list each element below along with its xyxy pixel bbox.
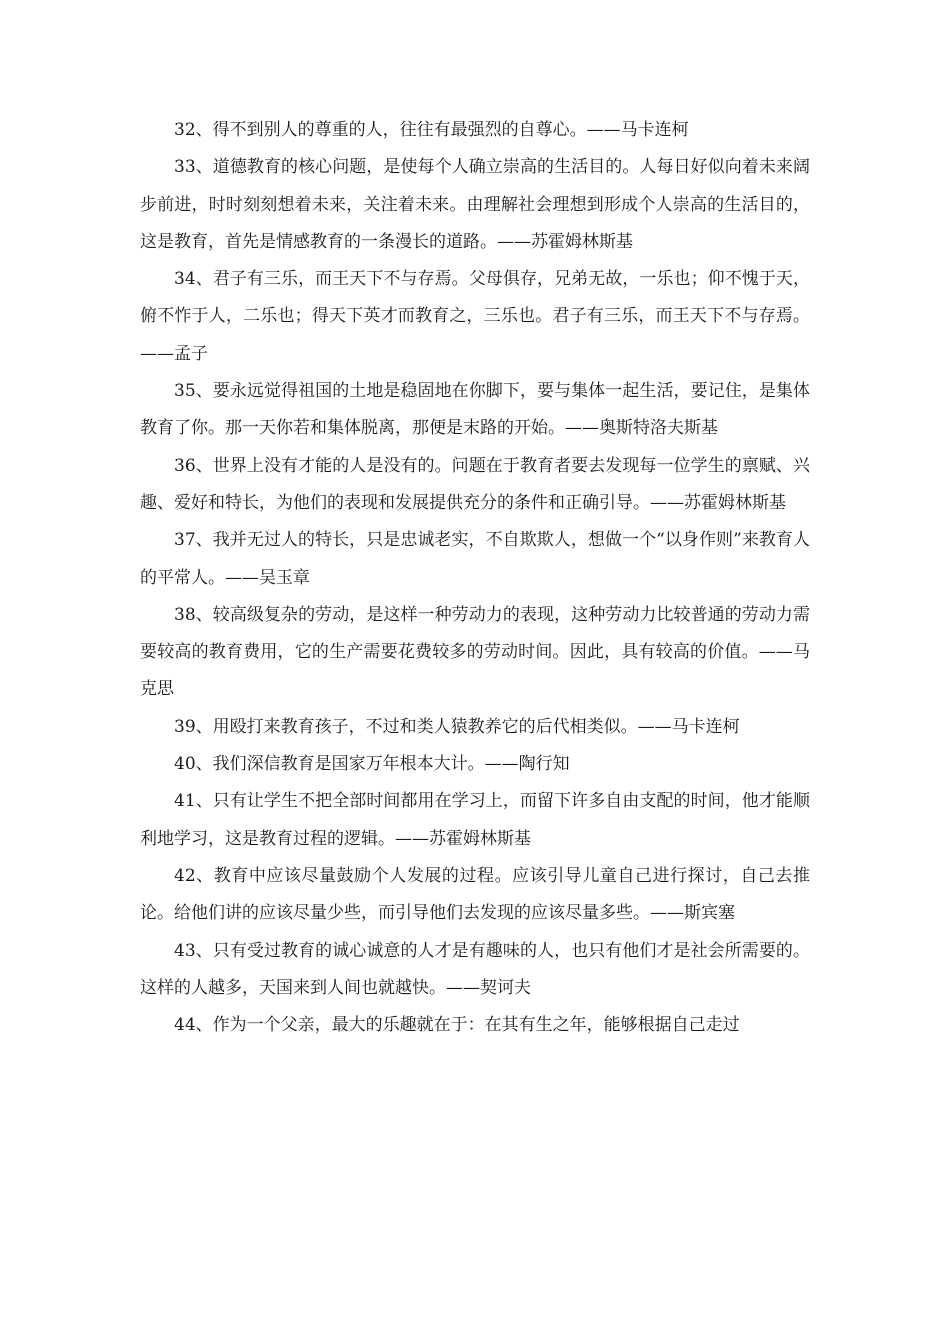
quote-36: 36、世界上没有才能的人是没有的。问题在于教育者要去发现每一位学生的禀赋、兴趣、爱好和特长，为他们的表现和发展提供充分的条件和正确引导。——苏霍姆林斯基 bbox=[140, 455, 810, 513]
quote-39: 39、用殴打来教育孩子，不过和类人猿教养它的后代相类似。——马卡连柯 bbox=[174, 716, 740, 737]
quote-35: 35、要永远觉得祖国的土地是稳固地在你脚下，要与集体一起生活，要记住，是集体教育了你。那一天你若和集体脱离，那便是末路的开始。——奥斯特洛夫斯基 bbox=[140, 381, 810, 439]
quote-34: 34、君子有三乐，而王天下不与存焉。父母俱存，兄弟无故，一乐也；仰不愧于天，俯不怍于人，二乐也；得天下英才而教育之，三乐也。君子有三乐，而王天下不与存焉。——孟子 bbox=[140, 269, 810, 364]
quote-42: 42、教育中应该尽量鼓励个人发展的过程。应该引导儿童自己进行探讨，自己去推论。给他们讲的应该尽量少些，而引导他们去发现的应该尽量多些。——斯宾塞 bbox=[140, 865, 810, 924]
quote-44: 44、作为一个父亲，最大的乐趣就在于：在其有生之年，能够根据自己走过 bbox=[174, 1015, 740, 1036]
quote-32: 32、得不到别人的尊重的人，往往有最强烈的自尊心。——马卡连柯 bbox=[174, 120, 689, 140]
quote-38: 38、较高级复杂的劳动，是这样一种劳动力的表现，这种劳动力比较普通的劳动力需要较高的教育费用，它的生产需要花费较多的劳动时间。因此，具有较高的价值。——马克思 bbox=[140, 604, 810, 700]
quote-33: 33、道德教育的核心问题，是使每个人确立崇高的生活目的。人每日好似向着未来阔步前进，时时刻刻想着未来，关注着未来。由理解社会理想到形成个人崇高的生活目的，这是教育，首先是情感教育的一条漫长的道路。——苏霍姆林斯基 bbox=[140, 157, 810, 252]
quote-40: 40、我们深信教育是国家万年根本大计。——陶行知 bbox=[174, 754, 570, 775]
quote-41: 41、只有让学生不把全部时间都用在学习上，而留下许多自由支配的时间，他才能顺利地学习，这是教育过程的逻辑。——苏霍姆林斯基 bbox=[140, 791, 810, 849]
quote-37: 37、我并无过人的特长，只是忠诚老实，不自欺欺人，想做一个“以身作则”来教育人的平常人。——吴玉章 bbox=[140, 530, 810, 588]
document-body bbox=[140, 112, 810, 1044]
quote-43: 43、只有受过教育的诚心诚意的人才是有趣味的人，也只有他们才是社会所需要的。这样的人越多，天国来到人间也就越快。——契诃夫 bbox=[140, 940, 810, 998]
